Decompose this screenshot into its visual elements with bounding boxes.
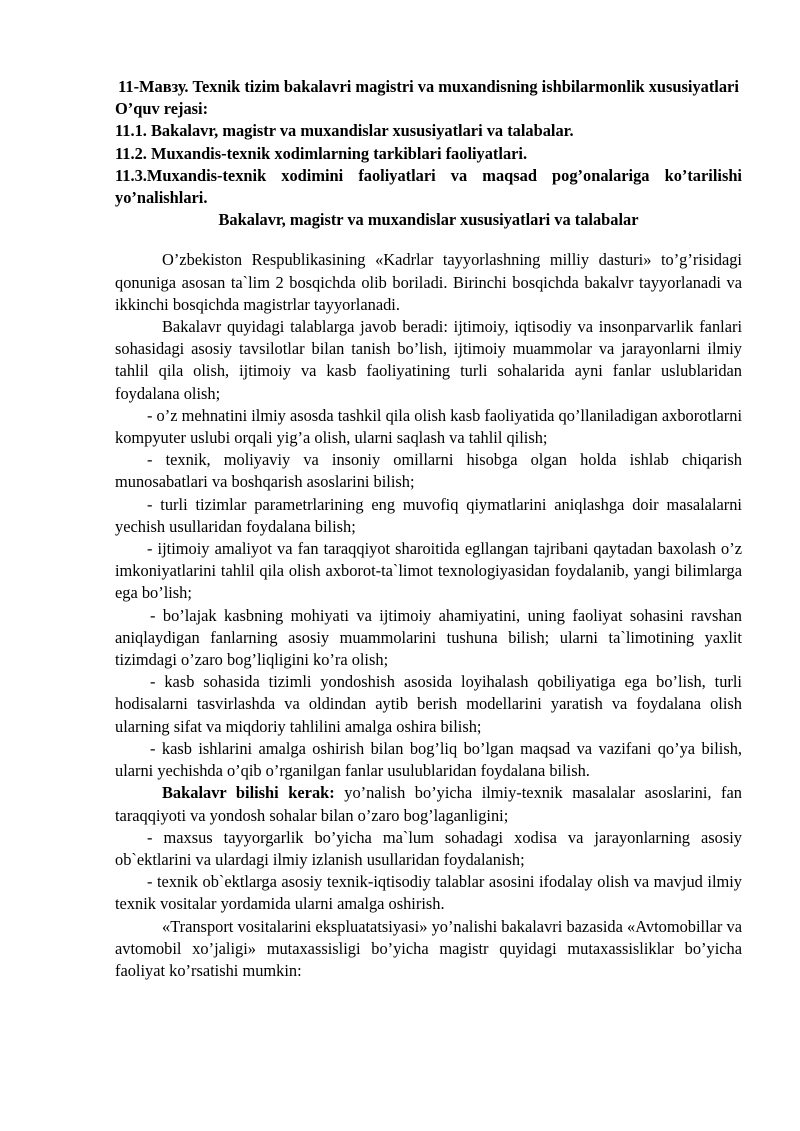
body-paragraph: «Transport vositalarini ekspluatatsiyasi» yo’nalishi bakalavri bazasida «Avtomobillar va avtomobil xo’jaligi» mutaxassisligi bo’yicha magistr quyidagi mutaxassisliklar bo’yicha faoliyat ko’rsatishi mumkin:: [115, 916, 742, 980]
body-paragraph: Bakalavr quyidagi talablarga javob beradi: ijtimoiy, iqtisodiy va insonparvarlik fanlari sohasidagi asosiy tavsilotlar bilan tanish bo’lish, ijtimoiy muammolar va jarayonlarni ilmiy tahlil qila olish, ijtimoiy va kasb faoliyatining turli sohalarida ayni fanlar uslublaridan foydalana olish;: [115, 317, 742, 403]
bullet-item: - texnik, moliyaviy va insoniy omillarni hisobga olgan holda ishlab chiqarish munosabatlari va boshqarish asoslarini bilish;: [115, 450, 742, 492]
bullet-item: - kasb ishlarini amalga oshirish bilan bog’liq bo’lgan maqsad va vazifani qo’ya bilish, ularni yechishda o’qib o’rganilgan fanlar usulublaridan foydalana bilish.: [115, 738, 742, 781]
document-title: 11-Мавзу. Texnik tizim bakalavri magistri va muxandisning ishbilarmonlik xususiyatlari: [118, 77, 739, 96]
spacer: [115, 231, 742, 249]
plan-item: 11.3.Muxandis-texnik xodimini faoliyatlari va maqsad pog’onalariga ko’tarilishi yo’nalishlari.: [115, 165, 742, 208]
paragraph-rest: yo’nalish bo’yicha ilmiy-texnik masalalar asoslarini, fan taraqqiyoti va yondosh sohalar bilan o’zaro bog’laganligini;: [115, 783, 742, 825]
bullet-item: - bo’lajak kasbning mohiyati va ijtimoiy ahamiyatini, uning faoliyat sohasini ravshan aniqlaydigan fanlarning asosiy muammolarini tushuna bilish; ularni ta`limotining yaxlit tizimdagi o’zaro bog’liqligini ko’ra olish;: [115, 605, 742, 670]
bullet-item: - turli tizimlar parametrlarining eng muvofiq qiymatlarini aniqlashga doir masalalarni yechish usullaridan foydalana bilish;: [115, 494, 742, 536]
bold-lead: Bakalavr bilishi kerak:: [162, 783, 335, 803]
bullet-item: - ijtimoiy amaliyot va fan taraqqiyot sharoitida egllangan tajribani qaytadan baxolash o’z imkoniyatlarini tahlil qila olish axborot-ta`limot texnologiyasidan foydalanib, yangi bilimlarga ega bo’lish;: [115, 539, 742, 603]
document-page: [115, 76, 742, 982]
plan-item: 11.1. Bakalavr, magistr va muxandislar xususiyatlari va talabalar.: [115, 121, 574, 141]
bullet-item: - kasb sohasida tizimli yondoshish asosida loyihalash qobiliyatiga ega bo’lish, turli hodisalarni tasvirlashda va oldindan aytib berish modellarini yaratish va foydalana olish ularning sifat va miqdoriy tahlilini amalga oshira bilish;: [115, 672, 742, 736]
plan-item: 11.2. Muxandis-texnik xodimlarning tarkiblari faoliyatlari.: [115, 143, 528, 163]
body-paragraph: [115, 782, 742, 826]
bullet-item: - maxsus tayyorgarlik bo’yicha ma`lum sohadagi xodisa va jarayonlarning asosiy ob`ektlarini va ulardagi ilmiy izlanish usullaridan foydalanish;: [115, 827, 742, 869]
body-paragraph: O’zbekiston Respublikasining «Kadrlar tayyorlashning milliy dasturi» to’g’risidagi qonuniga asosan ta`lim 2 bosqichda olib boriladi. Birinchi bosqichda bakalvr tayyorlanadi va ikkinchi bosqichda magistrlar tayyorlanadi.: [115, 250, 742, 314]
plan-heading: O’quv rejasi:: [115, 99, 209, 119]
bullet-item: - o’z mehnatini ilmiy asosda tashkil qila olish kasb faoliyatida qo’llaniladigan axborotlarni kompyuter uslubi orqali yig’a olish, ularni saqlash va tahlil qilish;: [115, 405, 742, 448]
section-title: Bakalavr, magistr va muxandislar xususiyatlari va talabalar: [218, 210, 639, 230]
bullet-item: - texnik ob`ektlarga asosiy texnik-iqtisodiy talablar asosini ifodalay olish va mavjud ilmiy texnik vositalar yordamida ularni amalga oshirish.: [115, 872, 742, 914]
